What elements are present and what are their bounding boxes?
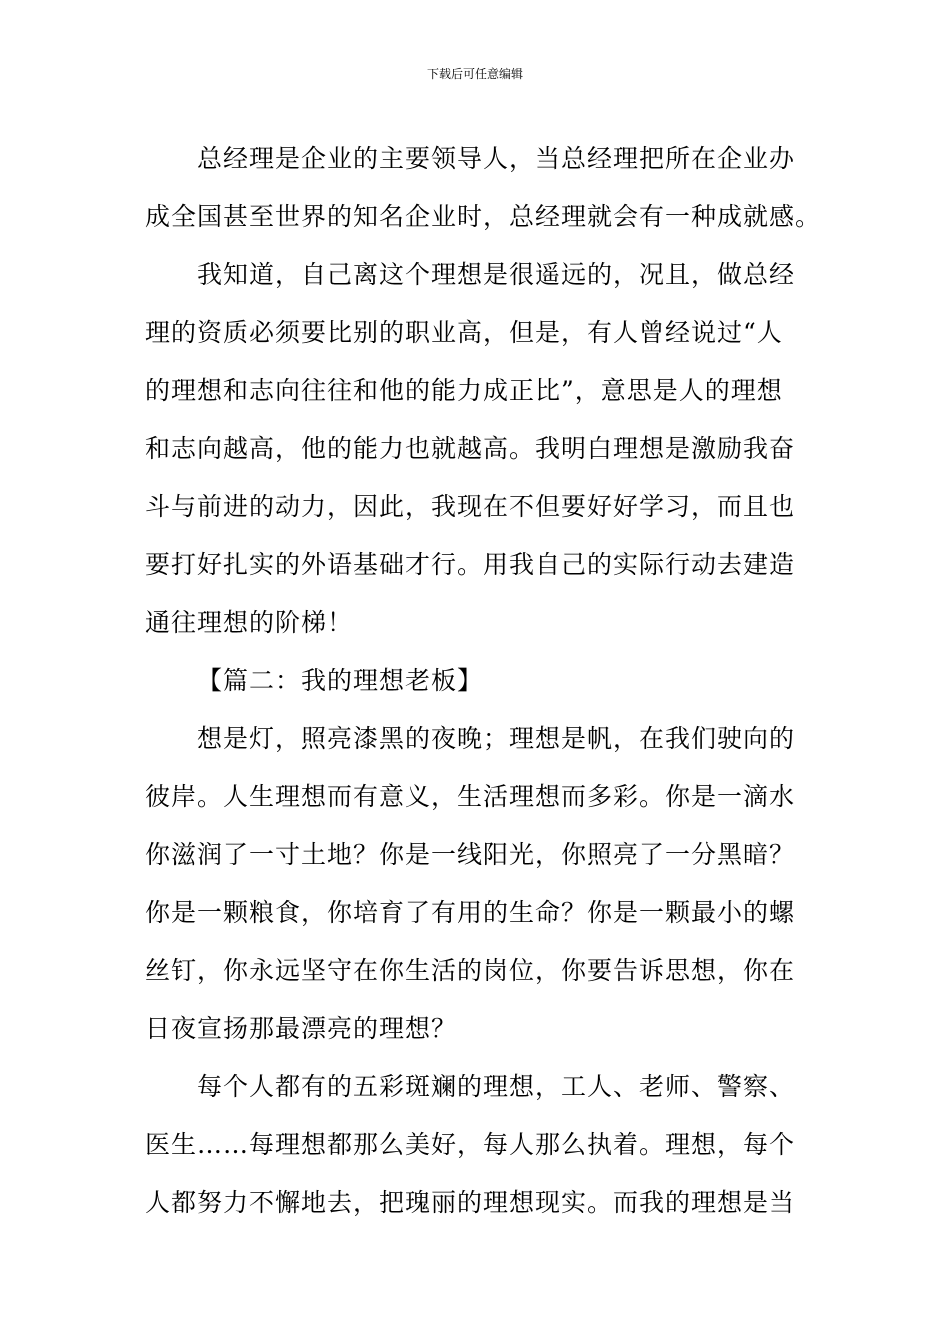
section-heading: 【篇二：我的理想老板】 bbox=[197, 666, 484, 695]
text-line: 日夜宣扬那最漂亮的理想？ bbox=[145, 1014, 458, 1043]
text-line: 和志向越高，他的能力也就越高。我明白理想是激励我奋 bbox=[145, 434, 796, 463]
document-body bbox=[145, 130, 822, 1232]
text-line: 丝钉，你永远坚守在你生活的岗位，你要告诉思想，你在 bbox=[145, 956, 796, 985]
text-line: 要打好扎实的外语基础才行。用我自己的实际行动去建造 bbox=[145, 550, 796, 579]
text-line: 每个人都有的五彩斑斓的理想，工人、老师、警察、 bbox=[197, 1072, 796, 1101]
text-line: 我知道，自己离这个理想是很遥远的，况且，做总经 bbox=[197, 260, 796, 289]
text-line: 通往理想的阶梯！ bbox=[145, 608, 354, 637]
text-line: 理的资质必须要比别的职业高，但是，有人曾经说过“人 bbox=[145, 318, 783, 347]
text-line: 想是灯，照亮漆黑的夜晚；理想是帆，在我们驶向的 bbox=[197, 724, 796, 753]
paragraph-4 bbox=[145, 1058, 805, 1232]
text-line: 的理想和志向往往和他的能力成正比”，意思是人的理想 bbox=[145, 376, 783, 405]
paragraph-1 bbox=[145, 130, 822, 246]
text-line: 斗与前进的动力，因此，我现在不但要好好学习，而且也 bbox=[145, 492, 796, 521]
text-line: 人都努力不懈地去，把瑰丽的理想现实。而我的理想是当 bbox=[145, 1188, 796, 1217]
text-line: 你滋润了一寸土地？你是一线阳光，你照亮了一分黑暗？ bbox=[145, 840, 796, 869]
text-line: 医生……每理想都那么美好，每人那么执着。理想，每个 bbox=[145, 1130, 796, 1159]
paragraph-3 bbox=[145, 710, 805, 1058]
text-line: 总经理是企业的主要领导人，当总经理把所在企业办 bbox=[197, 144, 796, 173]
paragraph-2 bbox=[145, 246, 805, 652]
text-line: 你是一颗粮食，你培育了有用的生命？你是一颗最小的螺 bbox=[145, 898, 796, 927]
text-line: 彼岸。人生理想而有意义，生活理想而多彩。你是一滴水 bbox=[145, 782, 796, 811]
text-line: 成全国甚至世界的知名企业时，总经理就会有一种成就感。 bbox=[145, 202, 822, 231]
page-header: 下载后可任意编辑 bbox=[426, 67, 523, 81]
